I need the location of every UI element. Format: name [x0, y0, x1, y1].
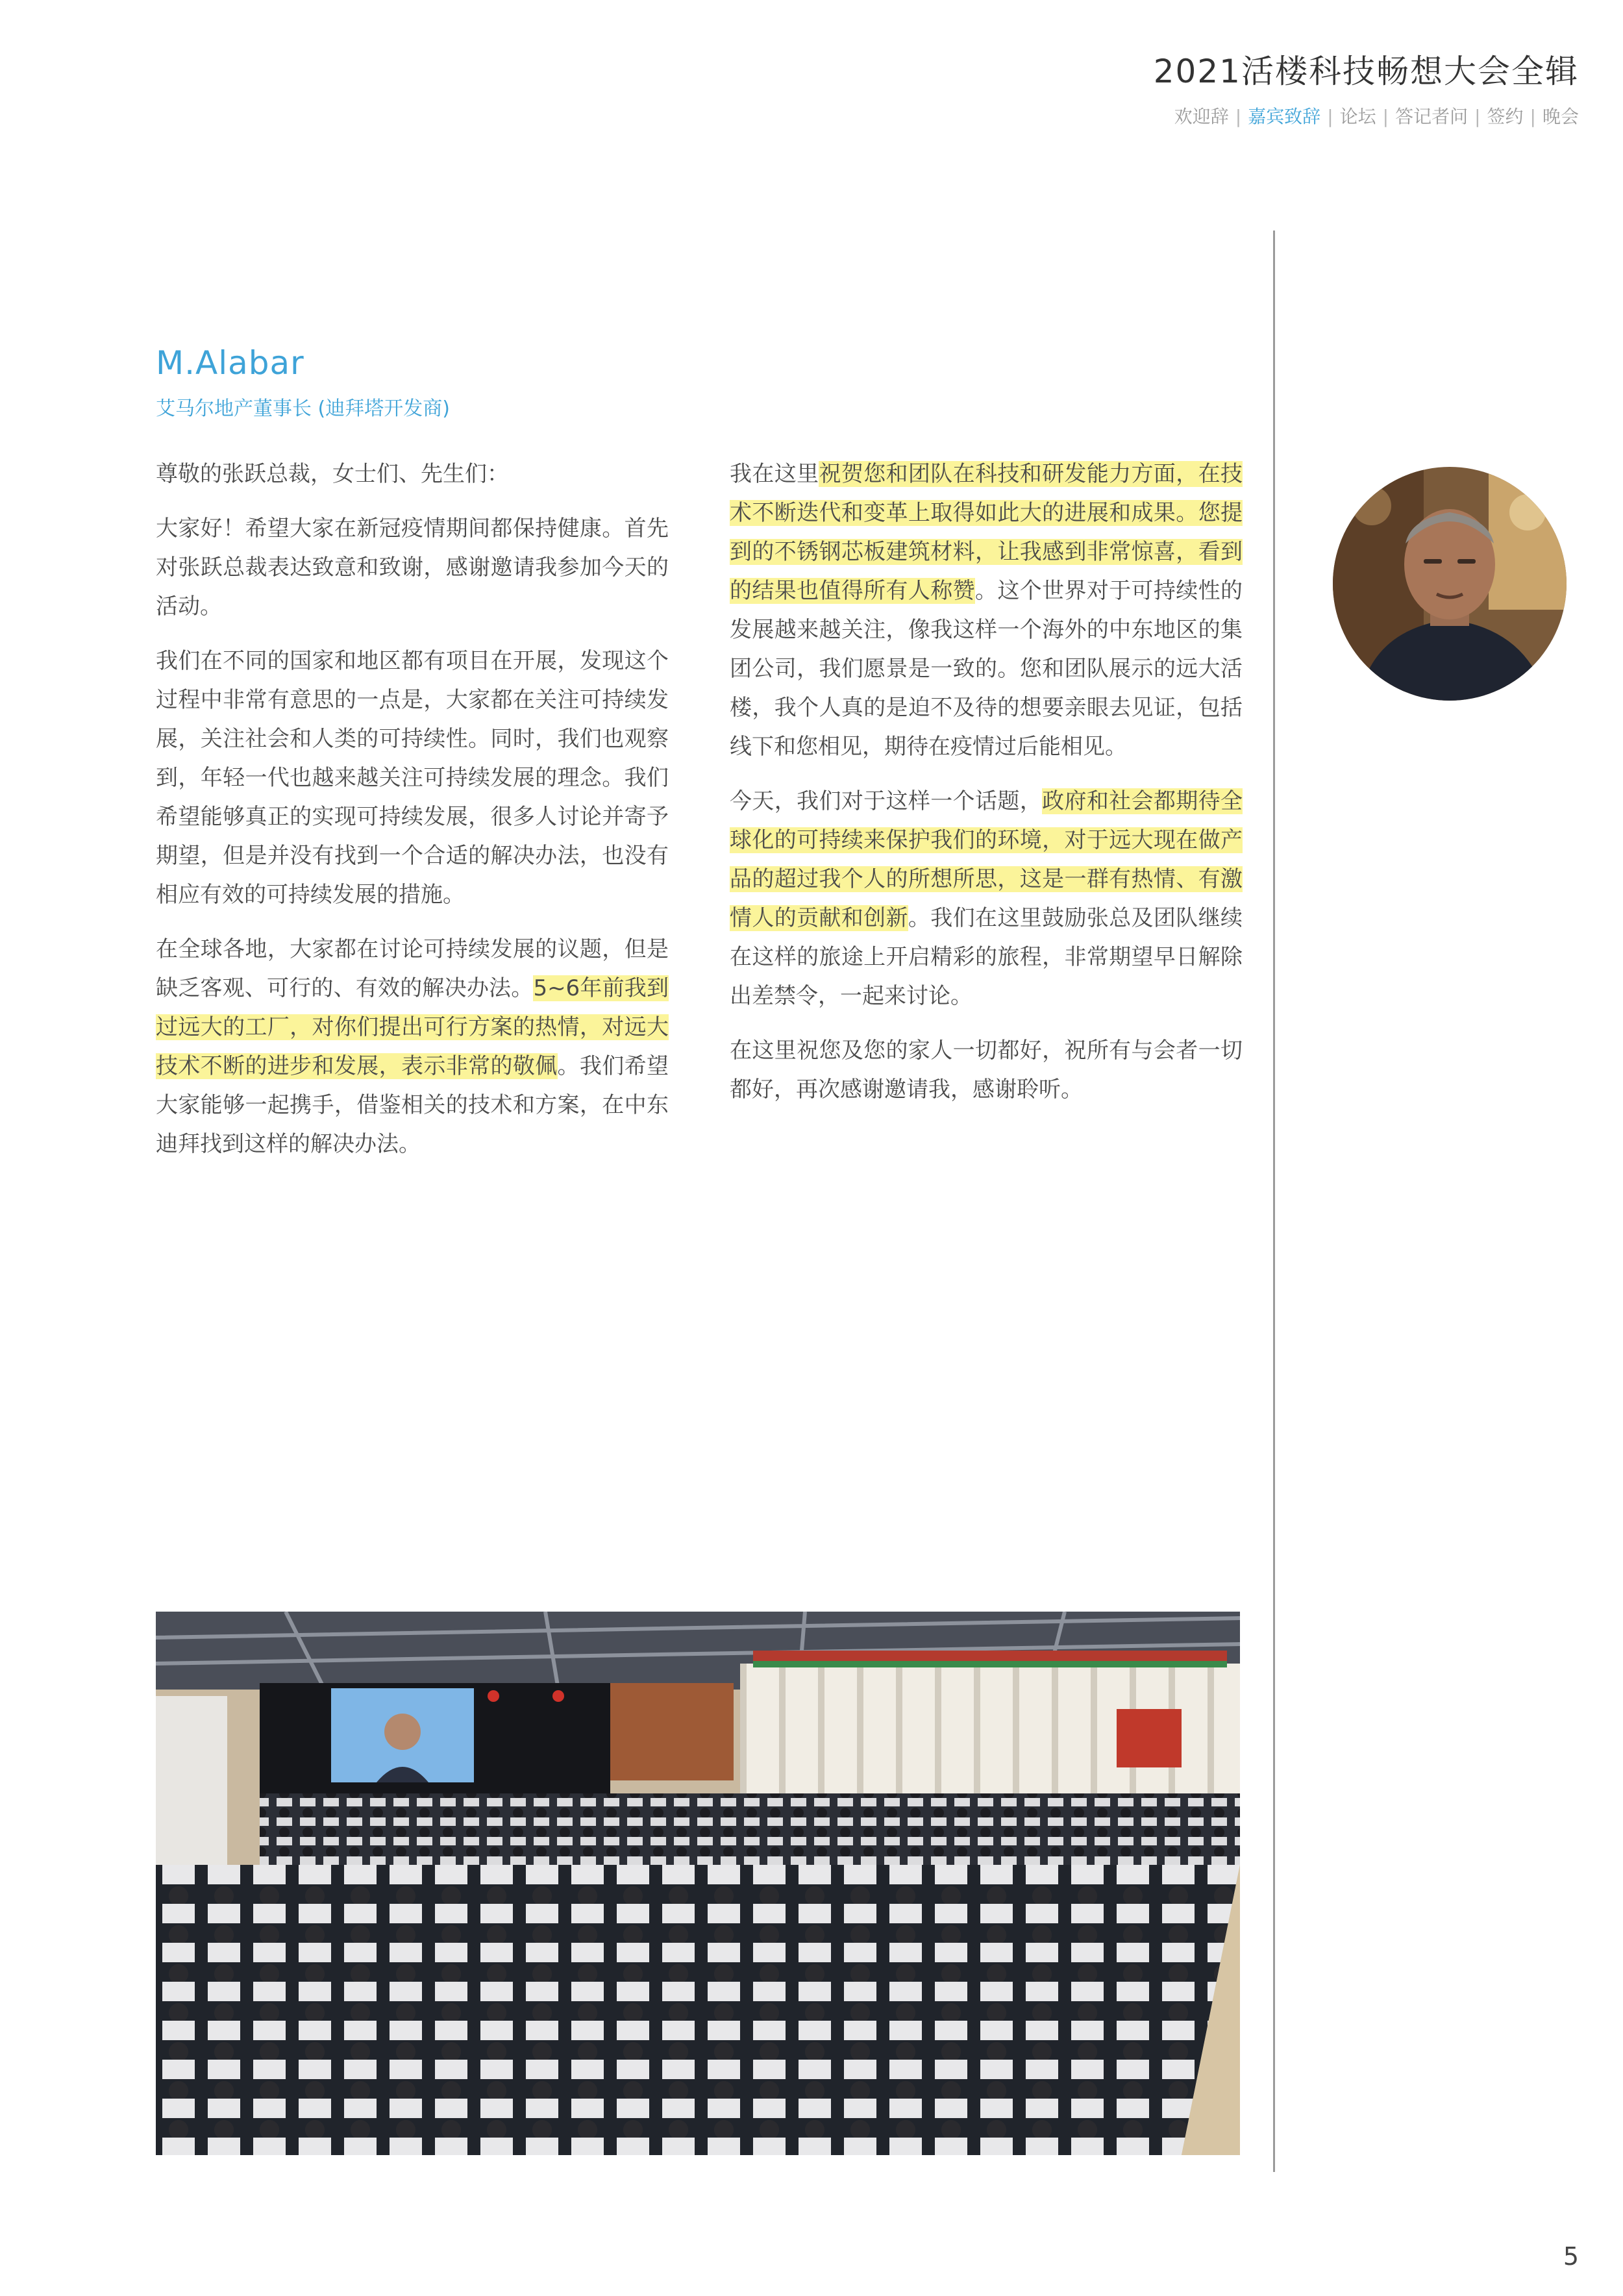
highlighted-text: 政府和社会都期待全球化的可持续来保护我们的环境，对于远大现在做产品的超过我个人的所想所思，这是一群有热情、有激情人的贡献和创新	[730, 788, 1243, 931]
page-number: 5	[1563, 2242, 1579, 2271]
nav-item-signing[interactable]: 签约	[1487, 106, 1524, 127]
speech-paragraph	[156, 930, 669, 1164]
paragraph-text: 。我们希望大家能够一起携手，借鉴相关的技术和方案，在中东迪拜找到这样的解决办法。	[156, 1053, 669, 1157]
nav-item-gala[interactable]: 晚会	[1542, 106, 1579, 127]
speech-left-column	[156, 455, 669, 1179]
portrait-illustration	[1333, 467, 1567, 701]
nav-separator: |	[1530, 106, 1536, 127]
document-title: 2021活楼科技畅想大会全辑	[1153, 53, 1579, 90]
speaker-name: M.Alabar	[156, 344, 304, 382]
speaker-portrait	[1333, 467, 1567, 701]
paragraph-text: 今天，我们对于这样一个话题，	[730, 788, 1043, 814]
speech-paragraph	[730, 782, 1243, 1016]
nav-separator: |	[1474, 106, 1481, 127]
vertical-divider	[1273, 231, 1275, 2172]
nav-separator: |	[1382, 106, 1389, 127]
conference-illustration	[156, 1612, 1240, 2155]
speech-paragraph	[730, 455, 1243, 766]
speaker-title: 艾马尔地产董事长 (迪拜塔开发商)	[156, 397, 450, 420]
paragraph-text: 在全球各地，大家都在讨论可持续发展的议题，但是缺乏客观、可行的、有效的解决办法。	[156, 936, 669, 1001]
speech-paragraph: 我们在不同的国家和地区都有项目在开展，发现这个过程中非常有意思的一点是，大家都在关注可持续发展，关注社会和人类的可持续性。同时，我们也观察到，年轻一代也越来越关注可持续发展的理念。我们希望能够真正的实现可持续发展，很多人讨论并寄予期望，但是并没有找到一个合适的解决办法，也没有相应有效的可持续发展的措施。	[156, 648, 669, 908]
nav-item-forum[interactable]: 论坛	[1339, 106, 1376, 127]
highlighted-text: 5~6年前我到过远大的工厂，对你们提出可行方案的热情，对远大技术不断的进步和发展，表示非常的敬佩	[156, 975, 669, 1079]
nav-item-guest-speech[interactable]: 嘉宾致辞	[1248, 106, 1321, 127]
paragraph-text: 我在这里	[730, 461, 819, 487]
nav-separator: |	[1235, 106, 1242, 127]
speech-paragraph: 在这里祝您及您的家人一切都好，祝所有与会者一切都好，再次感谢邀请我，感谢聆听。	[730, 1038, 1243, 1103]
nav-separator: |	[1327, 106, 1333, 127]
highlighted-text: 祝贺您和团队在科技和研发能力方面，在技术不断迭代和变革上取得如此大的进展和成果。您提到的不锈钢芯板建筑材料，让我感到非常惊喜，看到的结果也值得所有人称赞	[730, 461, 1243, 604]
section-nav	[1174, 103, 1579, 129]
nav-item-press-qa[interactable]: 答记者问	[1395, 106, 1468, 127]
conference-hall-photo	[156, 1612, 1240, 2155]
nav-item-welcome[interactable]: 欢迎辞	[1174, 106, 1229, 127]
speech-right-column	[730, 455, 1243, 1125]
speech-paragraph: 尊敬的张跃总裁，女士们、先生们：	[156, 461, 509, 487]
speech-paragraph: 大家好！希望大家在新冠疫情期间都保持健康。首先对张跃总裁表达致意和致谢，感谢邀请我参加今天的活动。	[156, 516, 669, 619]
paragraph-text: 。我们在这里鼓励张总及团队继续在这样的旅途上开启精彩的旅程，非常期望早日解除出差禁令，一起来讨论。	[730, 905, 1243, 1009]
paragraph-text: 。这个世界对于可持续性的发展越来越关注，像我这样一个海外的中东地区的集团公司，我们愿景是一致的。您和团队展示的远大活楼，我个人真的是迫不及待的想要亲眼去见证，包括线下和您相见，期待在疫情过后能相见。	[730, 578, 1243, 760]
